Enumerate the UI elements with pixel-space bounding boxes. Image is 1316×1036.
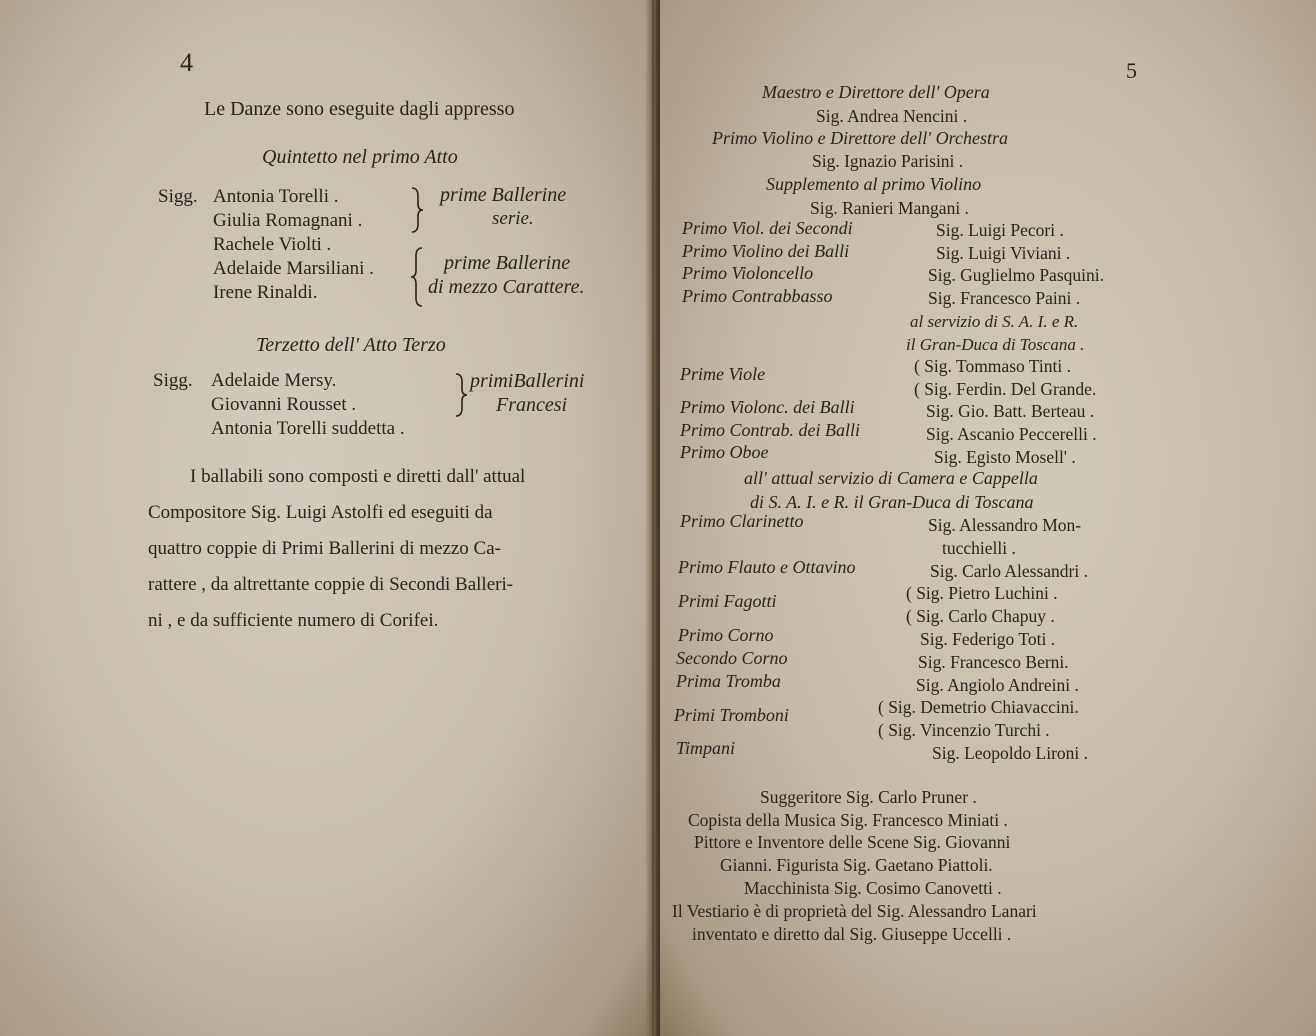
dancer-name: Giulia Romagnani . — [213, 210, 363, 231]
quintetto-title: Quintetto nel primo Atto — [262, 146, 458, 168]
credit-line: Copista della Musica Sig. Francesco Miniati . — [688, 810, 1008, 830]
roster-role: Primo Corno — [678, 625, 774, 645]
roster-name: Sig. Leopoldo Lironi . — [932, 743, 1089, 763]
roster-name: Sig. Francesco Paini . — [928, 288, 1081, 308]
group-label: Francesi — [496, 394, 568, 416]
dancer-name: Antonia Torelli suddetta . — [211, 418, 405, 439]
dance-heading: Le Danze sono eseguite dagli appresso — [204, 98, 515, 120]
paragraph-line: I ballabili sono composti e diretti dall' attual — [190, 466, 526, 487]
roster-name: ( Sig. Pietro Luchini . — [906, 583, 1058, 603]
roster-role: Primo Violoncello — [682, 263, 814, 283]
roster-name: Sig. Angiolo Andreini . — [916, 675, 1079, 695]
roster-role: Primo Violino dei Balli — [682, 241, 850, 261]
roster-name: ( Sig. Demetrio Chiavaccini. — [878, 697, 1079, 717]
roster-role: Prime Viole — [680, 364, 766, 384]
brace-icon — [408, 186, 426, 234]
roster-name: ( Sig. Ferdin. Del Grande. — [914, 379, 1097, 399]
staff-title: Primo Violino e Direttore dell' Orchestra — [712, 128, 1008, 148]
roster-name: Sig. Ascanio Peccerelli . — [926, 424, 1097, 444]
paragraph-line: quattro coppie di Primi Ballerini di mezzo Ca- — [148, 538, 501, 559]
credit-line: inventato e diretto dal Sig. Giuseppe Uccelli . — [692, 924, 1012, 944]
paragraph-line: ni , e da sufficiente numero di Corifei. — [148, 610, 439, 631]
roster-note: di S. A. I. e R. il Gran-Duca di Toscana — [750, 492, 1034, 512]
brace-icon — [408, 246, 426, 308]
credit-line: Suggeritore Sig. Carlo Pruner . — [760, 787, 977, 807]
paragraph-line: Compositore Sig. Luigi Astolfi ed eseguiti da — [148, 502, 493, 523]
roster-role: Primo Clarinetto — [680, 511, 804, 531]
staff-title: Supplemento al primo Violino — [766, 174, 982, 194]
roster-role: Primo Violonc. dei Balli — [680, 397, 855, 417]
roster-role: Primo Oboe — [680, 442, 769, 462]
staff-name: Sig. Andrea Nencini . — [816, 106, 968, 126]
credit-line: Macchinista Sig. Cosimo Canovetti . — [744, 878, 1002, 898]
roster-name: Sig. Luigi Viviani . — [936, 243, 1071, 263]
terzetto-prefix: Sigg. — [153, 370, 193, 391]
roster-role: Primo Flauto e Ottavino — [678, 557, 856, 577]
page-number: 4 — [180, 48, 193, 77]
group-label: serie. — [492, 208, 534, 229]
paragraph-line: rattere , da altrettante coppie di Secondi Balleri- — [148, 574, 514, 595]
roster-role: Prima Tromba — [676, 671, 781, 691]
roster-name: Sig. Carlo Alessandri . — [930, 561, 1088, 581]
roster-role: Primo Viol. dei Secondi — [682, 218, 853, 238]
roster-note: all' attual servizio di Camera e Cappella — [744, 468, 1038, 488]
roster-note: al servizio di S. A. I. e R. — [910, 312, 1079, 331]
roster-role: Primi Fagotti — [678, 591, 777, 611]
roster-name: ( Sig. Tommaso Tinti . — [914, 356, 1071, 376]
roster-name: Sig. Gio. Batt. Berteau . — [926, 401, 1095, 421]
dancer-name: Rachele Violti . — [213, 234, 332, 255]
staff-name: Sig. Ranieri Mangani . — [810, 198, 969, 218]
brace-icon — [452, 372, 470, 418]
right-page — [660, 0, 1316, 1036]
staff-title: Maestro e Direttore dell' Opera — [762, 82, 990, 102]
roster-role: Secondo Corno — [676, 648, 788, 668]
group-label: primiBallerini — [470, 370, 585, 392]
dancer-name: Adelaide Mersy. — [211, 370, 337, 391]
roster-role: Primo Contrabbasso — [682, 286, 833, 306]
roster-name: ( Sig. Vincenzio Turchi . — [878, 720, 1050, 740]
roster-name: Sig. Egisto Mosell' . — [934, 447, 1076, 467]
roster-role: Primo Contrab. dei Balli — [680, 420, 860, 440]
roster-role: Timpani — [676, 738, 736, 758]
roster-role: Primi Tromboni — [674, 705, 789, 725]
roster-name: ( Sig. Carlo Chapuy . — [906, 606, 1055, 626]
dancer-name: Giovanni Rousset . — [211, 394, 357, 415]
dancer-name: Antonia Torelli . — [213, 186, 339, 207]
left-page — [0, 0, 652, 1036]
credit-line: Il Vestiario è di proprietà del Sig. Alessandro Lanari — [672, 901, 1037, 921]
staff-name: Sig. Ignazio Parisini . — [812, 151, 964, 171]
roster-note: il Gran-Duca di Toscana . — [906, 335, 1085, 354]
quintetto-prefix: Sigg. — [158, 186, 198, 207]
dancer-name: Adelaide Marsiliani . — [213, 258, 374, 279]
group-label: di mezzo Carattere. — [428, 276, 585, 298]
credit-line: Gianni. Figurista Sig. Gaetano Piattoli. — [720, 855, 993, 875]
credit-line: Pittore e Inventore delle Scene Sig. Giovanni — [694, 832, 1011, 852]
roster-name: Sig. Federigo Toti . — [920, 629, 1056, 649]
roster-name: Sig. Alessandro Mon- — [928, 515, 1082, 535]
dancer-name: Irene Rinaldi. — [213, 282, 318, 303]
group-label: prime Ballerine — [440, 184, 567, 206]
roster-name: tucchielli . — [942, 538, 1016, 558]
group-label: prime Ballerine — [444, 252, 571, 274]
roster-name: Sig. Francesco Berni. — [918, 652, 1069, 672]
roster-name: Sig. Luigi Pecori . — [936, 220, 1064, 240]
page-number: 5 — [1126, 58, 1137, 83]
roster-name: Sig. Guglielmo Pasquini. — [928, 265, 1104, 285]
terzetto-title: Terzetto dell' Atto Terzo — [256, 334, 446, 356]
